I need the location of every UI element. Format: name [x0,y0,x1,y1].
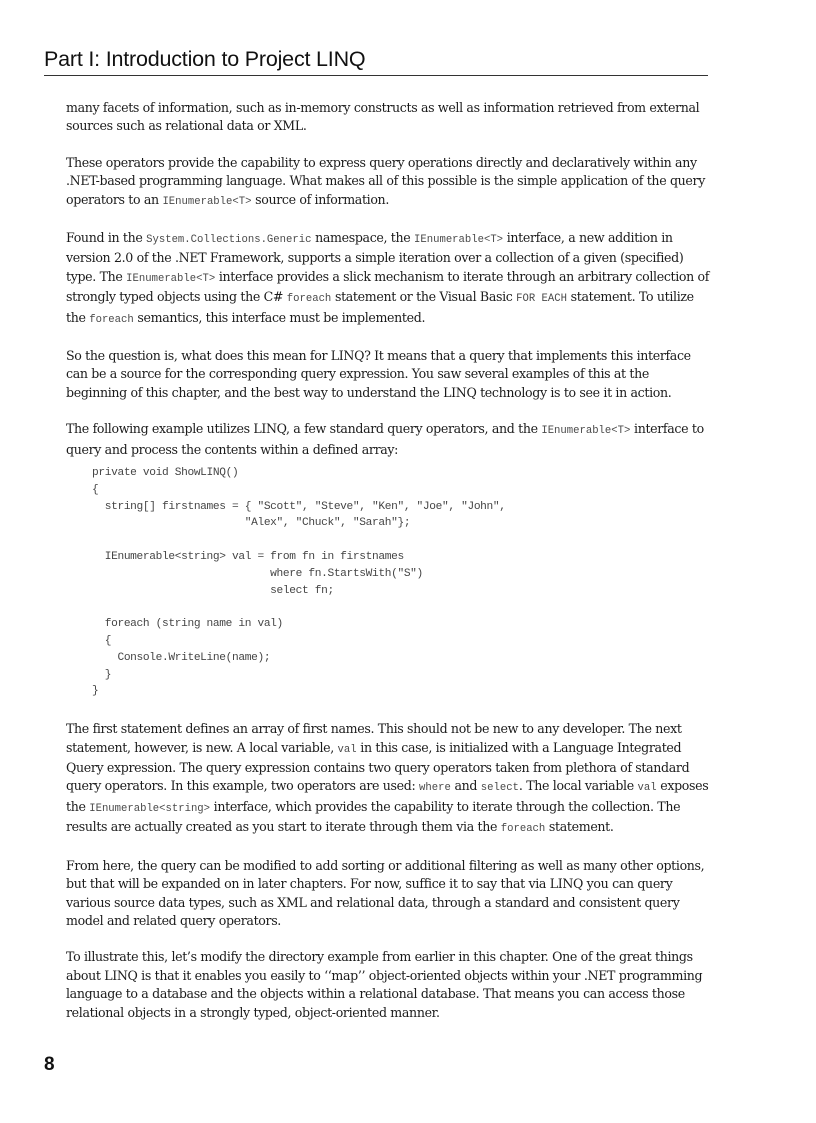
paragraph-8 [66,948,712,1022]
text: semantics, this interface must be implemented. [133,309,426,325]
inline-code: val [337,743,357,756]
inline-code: IEnumerable<T> [414,234,504,247]
inline-code: IEnumerable<T> [126,272,216,285]
text: namespace, the [311,230,415,246]
text: These operators provide the capability to express query operations directly and declaratively within any .NET-based programming language. What makes all of this possible is the simple application of the query operators to an [66,154,705,207]
inline-code: foreach [500,823,546,836]
text: statement. [545,819,614,835]
text: interface to query and process the contents within a defined array: [66,421,704,457]
text: . The local variable [518,778,638,794]
header-title: Part I: Introduction to Project LINQ [44,47,366,71]
code-listing: private void ShowLINQ() { string[] firstnames = { "Scott", "Steve", "Ken", "Joe", "John", "Alex", "Chuck", "Sarah"}; IEnumerable<string> val = from fn in firstnames where fn.StartsWith("S") select fn; foreach (string name in val) { Console.WriteLine(name); } } [92,467,506,698]
text: exposes the [66,778,709,814]
text: and [450,778,481,794]
paragraph-1 [66,99,712,136]
inline-code: System.Collections.Generic [146,234,312,247]
text: To illustrate this, let’s modify the directory example from earlier in this chapter. One of the great things about LINQ is that it enables you easily to ‘‘map’’ object-oriented objects within your .NET programming language to a database and the objects within a relational database. That means you can access those relational objects in a strongly typed, object-oriented manner. [66,949,703,1020]
text: statement. To utilize the [66,289,694,325]
inline-code: foreach [286,293,332,306]
paragraph-6 [66,720,712,838]
page-number: 8 [44,1054,55,1075]
body-content [66,99,712,1040]
text: Found in the [66,230,147,246]
text: So the question is, what does this mean for LINQ? It means that a query that implements this interface can be a source for the corresponding query expression. You saw several examples of this at the beginning of this chapter, and the best way to understand the LINQ technology is to see it in action. [66,348,691,400]
text: interface, which provides the capability to iterate through the collection. The results are actually created as you start to iterate through them via the [66,798,681,835]
inline-code: where [419,782,451,795]
text: The first statement defines an array of first names. This should not be new to any developer. The next statement, however, is new. A local variable, [66,721,682,755]
paragraph-2 [66,154,712,211]
text: From here, the query can be modified to add sorting or additional filtering as well as many other options, but that will be expanded on in later chapters. For now, suffice it to say that via LINQ you can query various source data types, such as XML and relational data, through a standard and consistent query model and related query operators. [66,857,705,928]
text: source of information. [251,191,389,207]
inline-code: IEnumerable<T> [162,195,252,208]
inline-code: val [637,782,657,795]
text: interface, a new addition in version 2.0 of the .NET Framework, supports a simple iteration over a collection of a given (specified) type. The [66,230,684,284]
page-header [44,46,708,76]
inline-code: foreach [89,313,134,326]
inline-code: FOR EACH [516,293,567,306]
inline-code: IEnumerable<T> [541,425,631,438]
text: The following example utilizes LINQ, a few standard query operators, and the [66,421,542,437]
text: interface provides a slick mechanism to iterate through an arbitrary collection of strongly typed objects using the C# [66,268,710,305]
text: in this case, is initialized with a Language Integrated Query expression. The query expression contains two query operators taken from plethora of standard query operators. In this example, two operators are used: [66,739,690,794]
inline-code: IEnumerable<string> [89,802,211,815]
text: many facets of information, such as in-memory constructs as well as information retrieved from external sources such as relational data or XML. [66,100,700,134]
text: statement or the Visual Basic [331,289,517,305]
paragraph-4 [66,347,712,402]
paragraph-5 [66,420,712,459]
paragraph-7 [66,857,712,931]
paragraph-3 [66,229,712,329]
inline-code: select [480,782,519,795]
